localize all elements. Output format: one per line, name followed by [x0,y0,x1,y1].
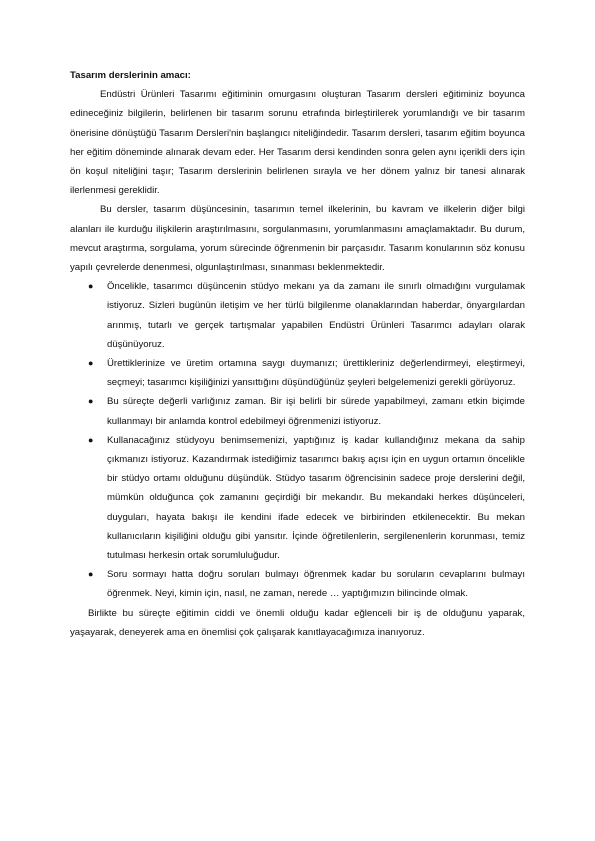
bullet-icon: ● [88,396,94,407]
bullet-icon: ● [88,281,94,292]
list-item [70,565,525,603]
list-item-text: Kullanacağınız stüdyoyu benimsemenizi, yaptığınız iş kadar kullandığınız mekana da sahip çıkmanızı istiyoruz. Kazandırmak istediğimiz tasarımcı bakış açısı için en uygun ortamın öncelikle bir stüdyo ortamı olduğunu düşündük. Stüdyo tasarım öğrencisinin sadece proje derslerini değil, mümkün olduğunca çok zamanını geçirdiği bir mekandır. Bu mekandaki herkes düşünceleri, duyguları, hayata bakışı ile kendini ifade edecek ve birbirinden etkilenecektir. Bu mekan kullanıcıların kişiliğini olduğu gibi yansıtır. İçinde öğretilenlerin, sergilenenlerin korunması, temiz tutulması herkesin ortak sorumluluğudur. [107,434,525,562]
bullet-icon: ● [88,434,94,445]
bullet-icon: ● [88,358,94,369]
paragraph-intro: Endüstri Ürünleri Tasarımı eğitiminin omurgasını oluşturan Tasarım dersleri eğitiminiz boyunca edineceğiniz bilgilerin, belirlenen bir tasarım sorunu etrafında birleştirilerek yorumlandığı ve bir tasarım önerisine dönüştüğü Tasarım Dersleri'nin başlangıcı niteliğindedir. Tasarım dersleri, tasarım eğitim boyunca her eğitim döneminde alınarak devam eder. Her Tasarım dersi kendinden sonra gelen aynı içerikli ders için ön koşul niteliğini taşır; Tasarım derslerinin belirlenen sırayla ve her dönem yalnız bir tanesi alınarak ilerlenmesi gereklidir. [70,89,525,197]
document-body [70,66,525,642]
paragraph-closing: Birlikte bu süreçte eğitimin ciddi ve önemli olduğu kadar eğlenceli bir iş de olduğunu yaparak, yaşayarak, deneyerek ama en önemlisi çok çalışarak kanıtlayacağımıza inanıyoruz. [70,607,525,638]
list-item-text: Bu süreçte değerli varlığınız zaman. Bir işi belirli bir sürede yapabilmeyi, zamanı etkin biçimde kullanmayı bir anlamda kontrol edebilmeyi öğrenmenizi istiyoruz. [107,396,525,427]
list-item [70,431,525,565]
list-item-text: Ürettiklerinize ve üretim ortamına saygı duymanızı; ürettikleriniz değerlendirmeyi, eleştirmeyi, seçmeyi; tasarımcı kişiliğinizi yansıttığını düşündüğünüz şeyleri belgelemenizi gerekli görüyoruz. [107,358,525,389]
list-item-text: Soru sormayı hatta doğru soruları bulmayı öğrenmek kadar bu soruların cevaplarını bulmayı öğrenmek. Neyi, kimin için, nasıl, ne zaman, nerede … yaptığımızın bilincinde olmak. [107,569,525,600]
bullet-icon: ● [88,569,94,580]
paragraph-aims: Bu dersler, tasarım düşüncesinin, tasarımın temel ilkelerinin, bu kavram ve ilkelerin diğer bilgi alanları ile kurduğu ilişkilerin araştırılmasını, sorgulanmasını, yorumlanmasını amaçlamaktadır. Bu durum, mevcut araştırma, sorgulama, yorum sürecinde öğrenmenin bir parçasıdır. Tasarım konularının söz konusu yapılı çevrelerde denenmesi, olgunlaştırılması, sınanması beklenmektedir. [70,204,525,274]
list-item [70,354,525,392]
section-title: Tasarım derslerinin amacı: [70,70,191,81]
list-item-text: Öncelikle, tasarımcı düşüncenin stüdyo mekanı ya da zamanı ile sınırlı olmadığını vurgulamak istiyoruz. Sizleri bugünün iletişim ve her türlü bilgilenme olanaklarından haberdar, önyargılardan arınmış, tutarlı ve gerçek tartışmalar yapabilen Endüstri Ürünleri Tasarımcı adayları olarak düşünüyoruz. [107,281,525,350]
bullet-list [70,277,525,603]
list-item [70,277,525,354]
list-item [70,392,525,430]
